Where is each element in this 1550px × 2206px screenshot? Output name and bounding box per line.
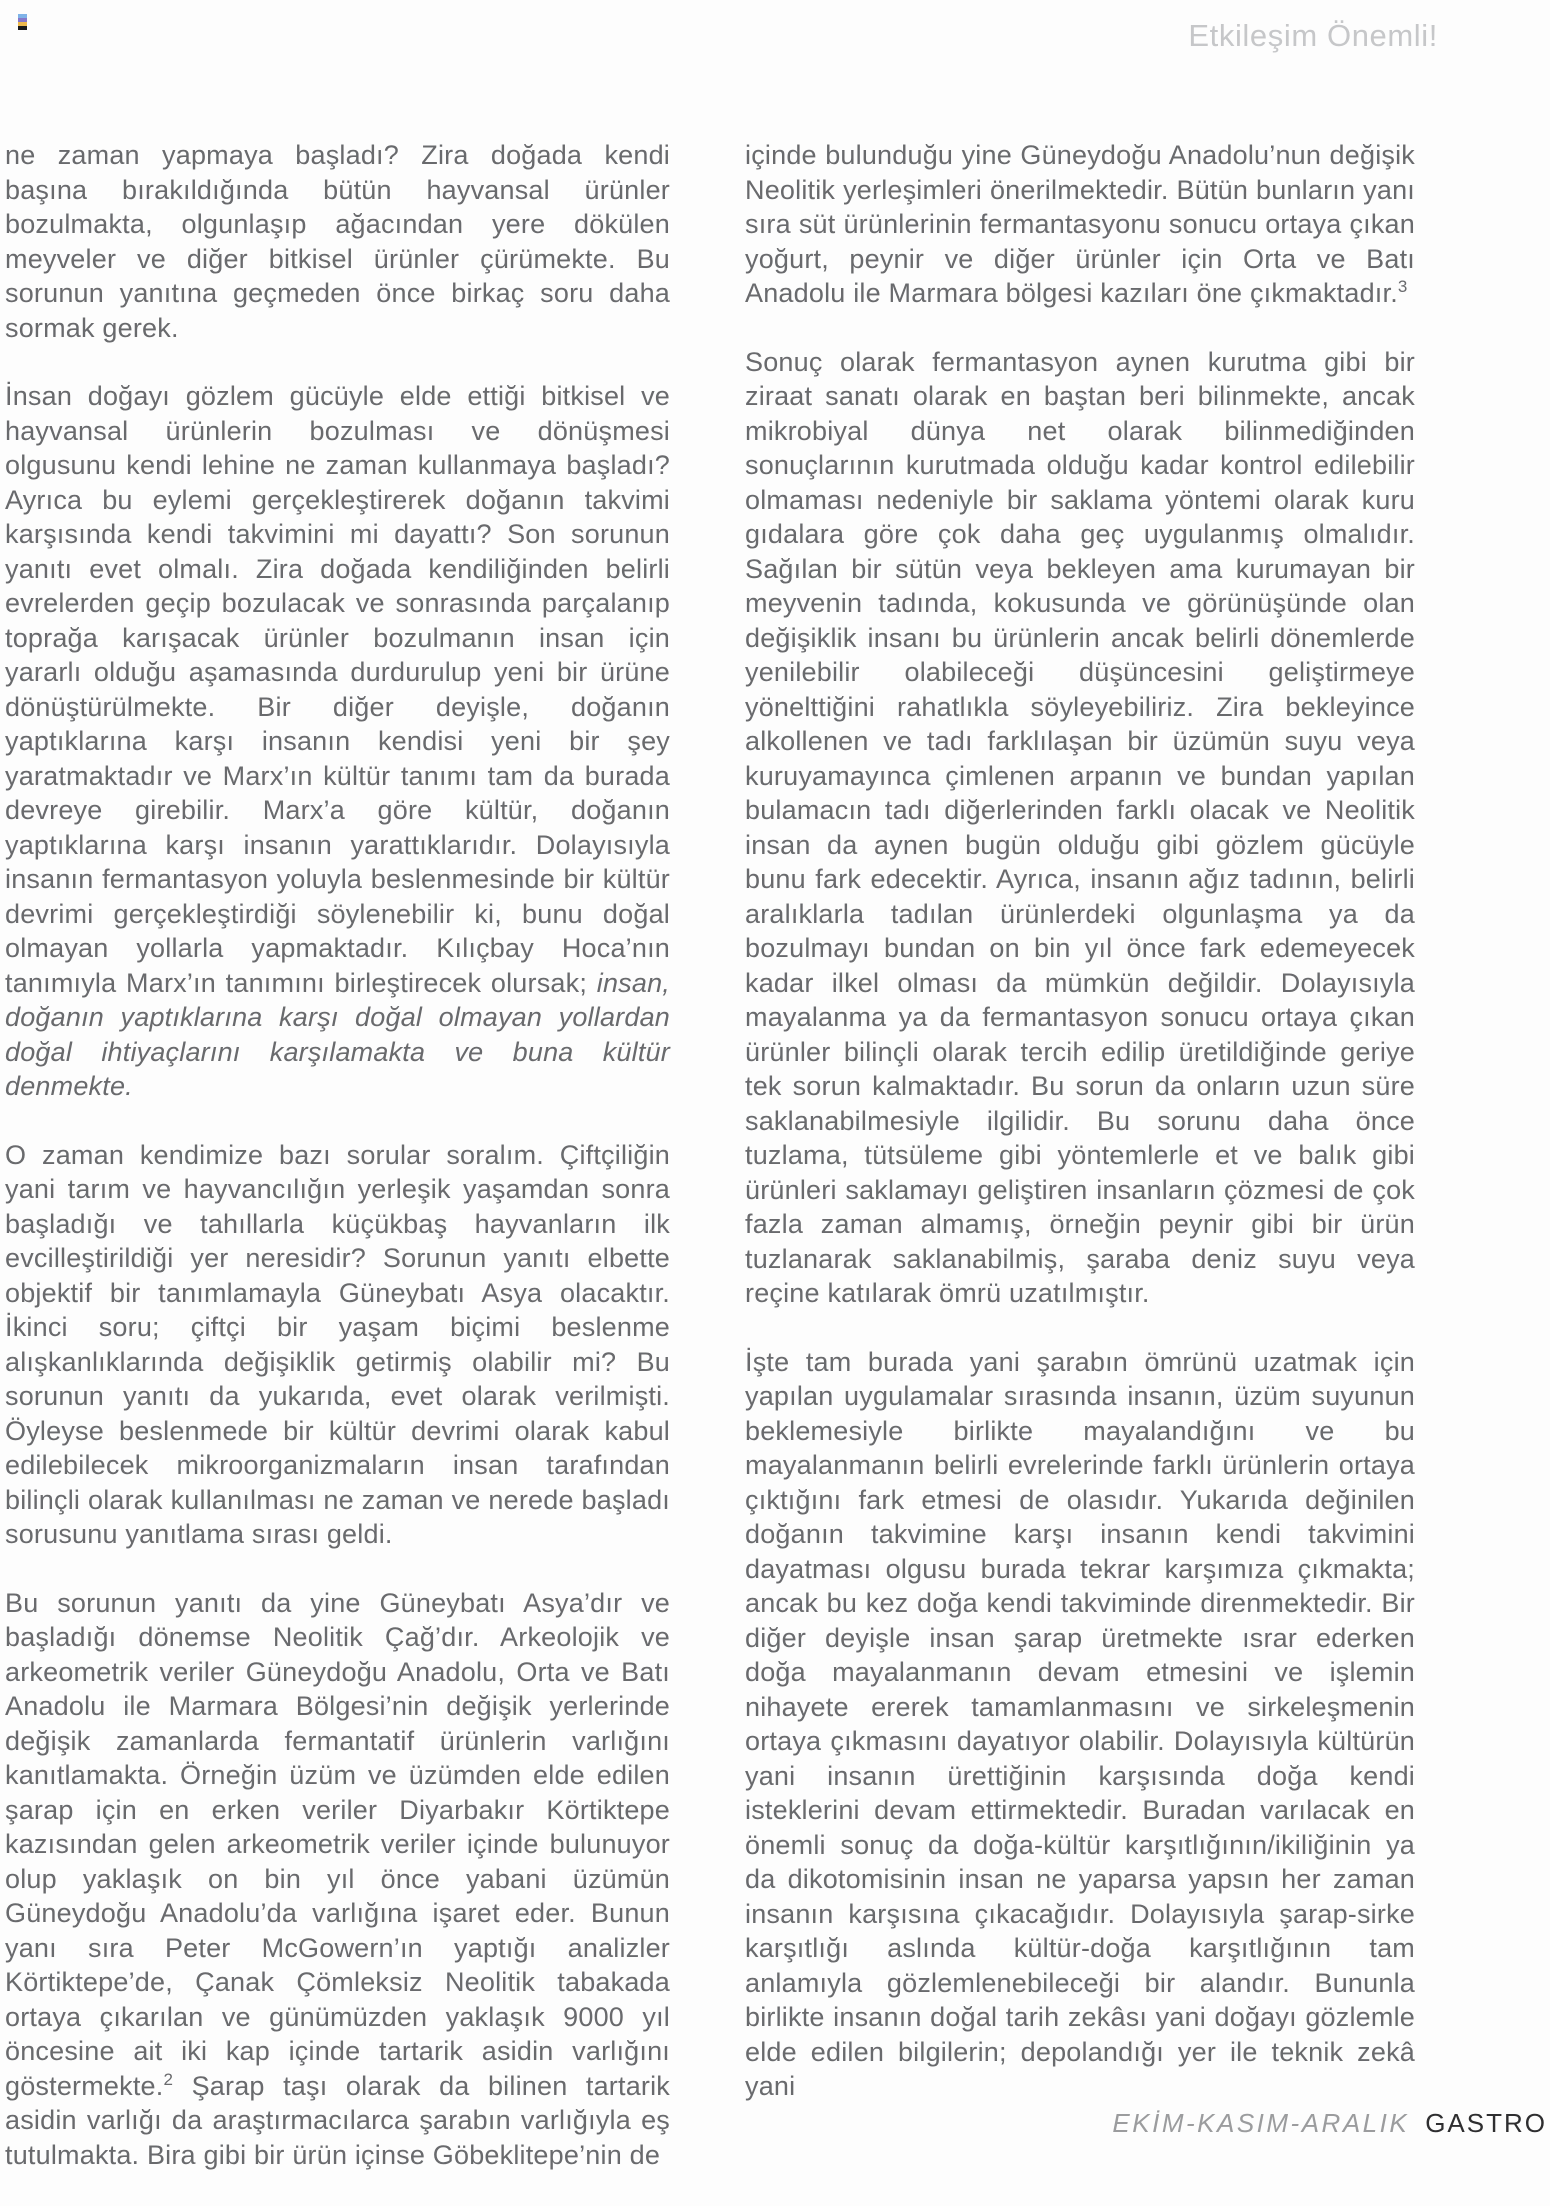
page-footer xyxy=(1112,2108,1547,2139)
page-title: Etkileşim Önemli! xyxy=(1188,18,1438,53)
registration-mark-bar xyxy=(18,26,27,30)
body-text: Bu sorunun yanıtı da yine Güneybatı Asya’dır ve başladığı dönemse Neolitik Çağ’dır. Arkeolojik ve arkeometrik veriler Güneydoğu Anadolu, Orta ve Batı Anadolu ile Marmara Bölgesi’nin değişik yerlerinde değişik zamanlarda fermantatif ürünlerin varlığını kanıtlamakta. Örneğin üzüm ve üzümden elde edilen şarap için en erken veriler Diyarbakır Körtiktepe kazısından gelen arkeometrik veriler içinde bulunuyor olup yaklaşık on bin yıl önce yabani üzümün Güneydoğu Anadolu’da varlığına işaret eder. Bunun yanı sıra Peter McGowern’ın yaptığı analizler Körtiktepe’de, Çanak Çömleksiz Neolitik tabakada ortaya çıkarılan ve günümüzden yaklaşık 9000 yıl öncesine ait iki kap içinde tartarik asidin varlığını göstermekte. xyxy=(5,1587,670,2101)
body-text: içinde bulunduğu yine Güneydoğu Anadolu’nun değişik Neolitik yerleşimleri önerilmektedir. Bütün bunların yanı sıra süt ürünlerinin fermantasyonu sonucu ortaya çıkan yoğurt, peynir ve diğer ürünler için Orta ve Batı Anadolu ile Marmara bölgesi kazıları öne çıkmaktadır. xyxy=(745,140,1415,308)
paragraph xyxy=(5,1138,670,1552)
paragraph xyxy=(5,138,670,345)
body-text: Şarap taşı olarak da bilinen tartarik asidin varlığı da araştırmacılarca şarabın varlığıyla eş tutulmakta. Bira gibi bir ürün içinse Göbeklitepe’nin de xyxy=(5,2070,670,2170)
footnote-reference: 2 xyxy=(163,2069,174,2089)
paragraph xyxy=(745,138,1415,311)
footer-magazine-label: GASTRO xyxy=(1425,2108,1547,2138)
registration-mark-icon xyxy=(18,14,27,30)
text-column-left xyxy=(5,138,670,2206)
footer-issue-label: EKİM-KASIM-ARALIK xyxy=(1112,2108,1410,2138)
body-text: Sonuç olarak fermantasyon aynen kurutma gibi bir ziraat sanatı olarak en baştan beri bilinmekte, ancak mikrobiyal dünya net olarak bilinmediğinden sonuçlarının kurutmada olduğu kadar kontrol edilebilir olmaması nedeniyle bir saklama yöntemi olarak kuru gıdalara göre çok daha geç uygulanmış olmalıdır. Sağılan bir sütün veya bekleyen ama kurumayan bir meyvenin tadında, kokusunda ve görünüşünde olan değişiklik insanı bu ürünlerin ancak belirli dönemlerde yenilebilir olabileceği düşüncesini geliştirmeye yönelttiğini rahatlıkla söyleyebiliriz. Zira bekleyince alkollenen ve tadı farklılaşan bir üzümün suyu veya kuruyamayınca çimlenen arpanın ve bundan yapılan bulamacın tadı diğerlerinden farklı olacak ve Neolitik insan da aynen bugün olduğu gibi gözlem gücüyle bunu fark edecektir. Ayrıca, insanın ağız tadının, belirli aralıklarla tadılan ürünlerdeki olgunlaşma ya da bozulmayı bundan on bin yıl önce fark edemeyecek kadar ilkel olması da mümkün değildir. Dolayısıyla mayalanma ya da fermantasyon sonucu ortaya çıkan ürünler bilinçli olarak tercih edilip üretildiğinde geriye tek sorun kalmaktadır. Bu sorun da onların uzun süre saklanabilmesiyle ilgilidir. Bu sorunu daha önce tuzlama, tütsüleme gibi yöntemlerle et ve balık gibi ürünleri saklamayı geliştiren insanların çözmesi de çok fazla zaman almamış, örneğin peynir gibi bir ürün tuzlanarak saklanabilmiş, şaraba deniz suyu veya reçine katılarak ömrü uzatılmıştır. xyxy=(745,346,1415,1308)
paragraph xyxy=(5,379,670,1104)
body-text: ne zaman yapmaya başladı? Zira doğada kendi başına bırakıldığında bütün hayvansal ürünler bozulmakta, olgunlaşıp ağacından yere dökülen meyveler ve diğer bitkisel ürünler çürümekte. Bu sorunun yanıtına geçmeden önce birkaç soru daha sormak gerek. xyxy=(5,140,670,343)
article-body xyxy=(5,138,1415,2206)
paragraph xyxy=(745,1345,1415,2104)
paragraph xyxy=(5,1586,670,2173)
page-header xyxy=(1188,18,1438,54)
body-text: O zaman kendimize bazı sorular soralım. Çiftçiliğin yani tarım ve hayvancılığın yerleşik yaşamdan sonra başladığı ve tahıllarla küçükbaş hayvanların ilk evcilleştirildiği yer neresidir? Sorunun yanıtı elbette objektif bir tanımlamayla Güneybatı Asya olacaktır. İkinci soru; çiftçi bir yaşam biçimi beslenme alışkanlıklarında değişiklik getirmiş olabilir mi? Bu sorunun yanıtı da yukarıda, evet olarak verilmişti. Öyleyse beslenmede bir kültür devrimi olarak kabul edilebilecek mikroorganizmaların insan tarafından bilinçli olarak kullanılması ne zaman ve nerede başladı sorusunu yanıtlama sırası geldi. xyxy=(5,1139,670,1549)
italic-text: insan, doğanın yaptıklarına karşı doğal olmayan yollardan doğal ihtiyaçlarını karşılamakta ve buna kültür denmekte. xyxy=(5,967,670,1101)
text-column-right xyxy=(745,138,1415,2206)
body-text: İşte tam burada yani şarabın ömrünü uzatmak için yapılan uygulamalar sırasında insanın, üzüm suyunun beklemesiyle birlikte mayalandığını ve bu mayalanmanın belirli evrelerinde farklı ürünlerin ortaya çıktığını fark etmesi de olasıdır. Yukarıda değinilen doğanın takvimine karşı insanın kendi takvimini dayatması olgusu burada tekrar karşımıza çıkmakta; ancak bu kez doğa kendi takviminde direnmektedir. Bir diğer deyişle insan şarap üretmekte ısrar ederken doğa mayalanmanın devam etmesini ve işlemin nihayete ererek tamamlanmasını ve sirkeleşmenin ortaya çıkmasını dayatıyor olabilir. Dolayısıyla kültürün yani insanın ürettiğinin karşısında doğa kendi isteklerini devam ettirmektedir. Buradan varılacak en önemli sonuç da doğa-kültür karşıtlığının/ikiliğinin ya da dikotomisinin insan ne yaparsa yapsın her zaman insanın karşısına çıkacağıdır. Dolayısıyla şarap-sirke karşıtlığı aslında kültür-doğa karşıtlığının tam anlamıyla gözlemlenebileceği bir alandır. Bununla birlikte insanın doğal tarih zekâsı yani doğayı gözlemle elde edilen bilgilerin; depolandığı yer ile teknik zekâ yani xyxy=(745,1346,1415,2101)
body-text: İnsan doğayı gözlem gücüyle elde ettiği bitkisel ve hayvansal ürünlerin bozulması ve dönüşmesi olgusunu kendi lehine ne zaman kullanmaya başladı? Ayrıca bu eylemi gerçekleştirerek doğanın takvimi karşısında kendi takvimini mi dayattı? Son sorunun yanıtı evet olmalı. Zira doğada kendiliğinden belirli evrelerden geçip bozulacak ve sonrasında parçalanıp toprağa karışacak ürünler bozulmanın insan için yararlı olduğu aşamasında durdurulup yeni bir ürüne dönüştürülmekte. Bir diğer deyişle, doğanın yaptıklarına karşı insanın kendisi yeni bir şey yaratmaktadır ve Marx’ın kültür tanımı tam da burada devreye girebilir. Marx’a göre kültür, doğanın yaptıklarına karşı insanın yarattıklarıdır. Dolayısıyla insanın fermantasyon yoluyla beslenmesinde bir kültür devrimi gerçekleştirdiği söylenebilir ki, bunu doğal olmayan yollarla yapmaktadır. Kılıçbay Hoca’nın tanımıyla Marx’ın tanımını birleştirecek olursak; xyxy=(5,381,670,998)
paragraph xyxy=(745,345,1415,1311)
footnote-reference: 3 xyxy=(1397,277,1408,296)
